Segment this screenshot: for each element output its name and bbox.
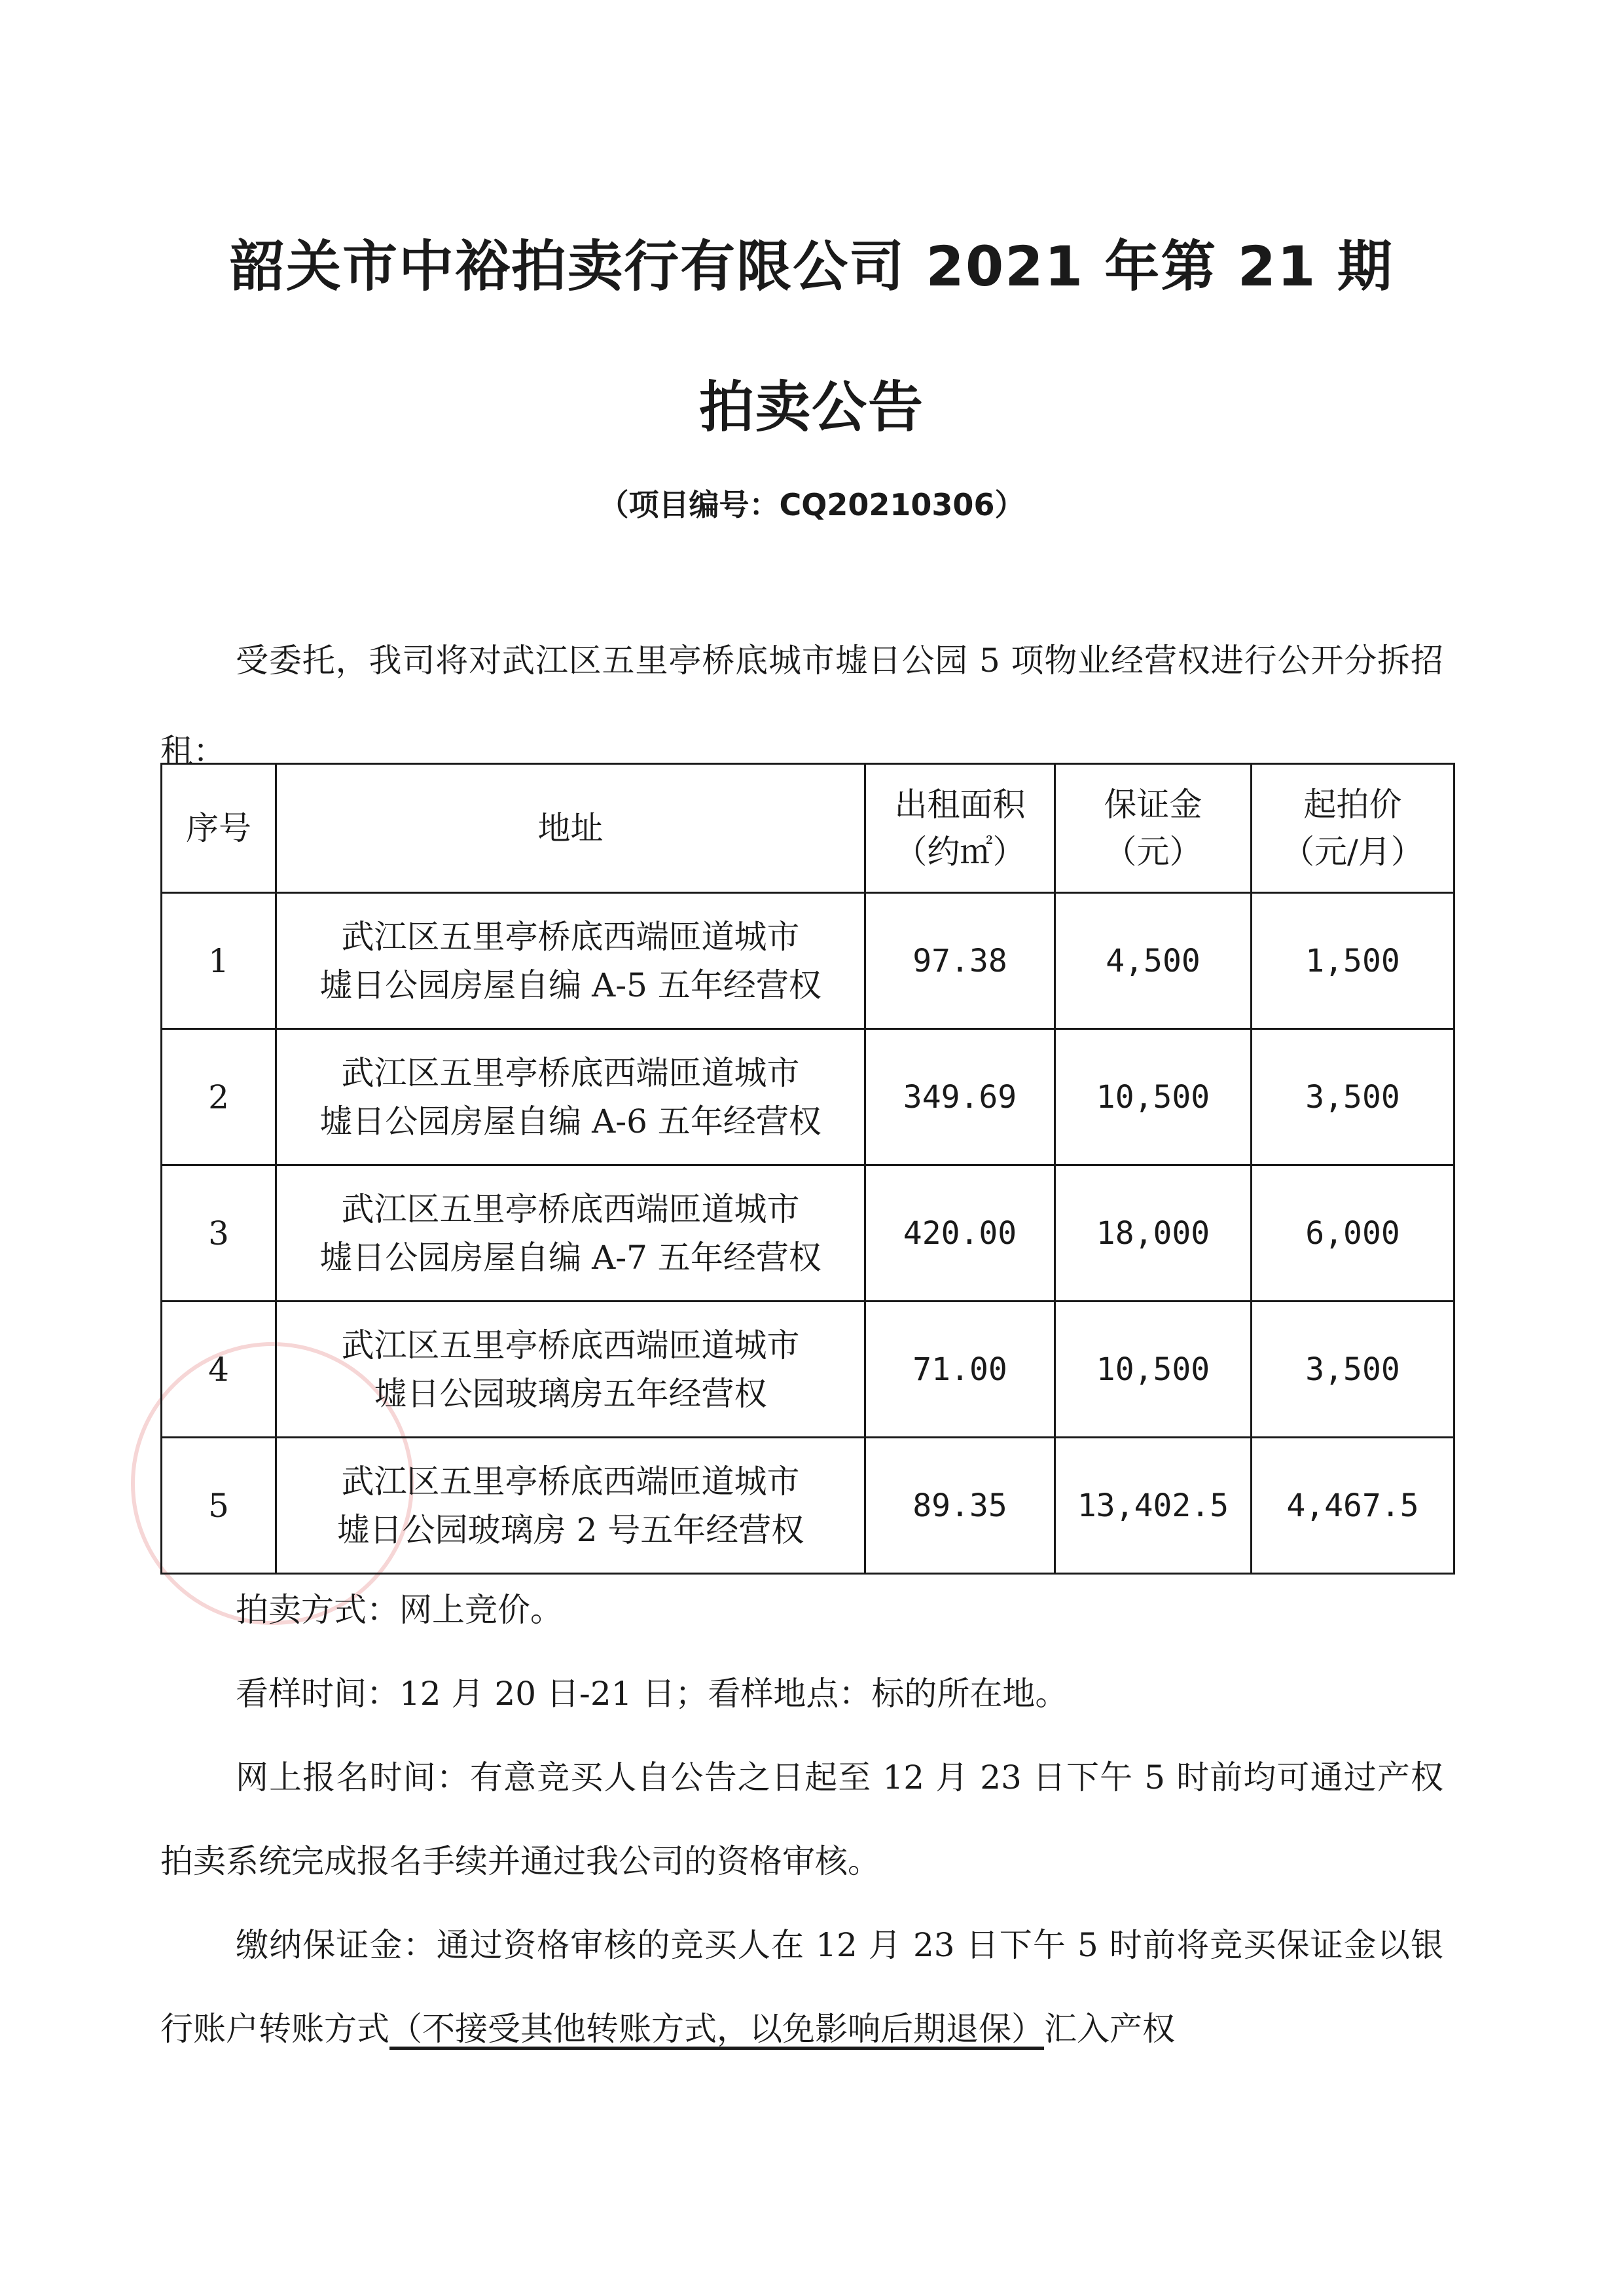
deposit-underlined-note: （不接受其他转账方式，以免影响后期退保） (389, 2010, 1044, 2048)
row-price: 3,500 (1252, 1302, 1454, 1438)
row-address-line1: 武江区五里亭桥底西端匝道城市 (341, 1053, 800, 1092)
row-address-line1: 武江区五里亭桥底西端匝道城市 (341, 1462, 800, 1501)
deposit-info (160, 1903, 1443, 2071)
header-deposit-line1: 保证金 (1104, 786, 1202, 824)
table-row (162, 1165, 1454, 1302)
header-deposit-line2: （元） (1104, 833, 1202, 871)
row-address (276, 1302, 865, 1438)
row-address (276, 1438, 865, 1574)
row-address-line1: 武江区五里亭桥底西端匝道城市 (341, 1190, 800, 1228)
deposit-text-b: 汇入产权 (1044, 2010, 1175, 2048)
row-area: 89.35 (865, 1438, 1055, 1574)
row-deposit: 10,500 (1055, 1302, 1252, 1438)
row-address (276, 1029, 865, 1165)
registration-info: 网上报名时间：有意竞买人自公告之日起至 12 月 23 日下午 5 时前均可通过产权拍卖系统完成报名手续并通过我公司的资格审核。 (160, 1758, 1443, 1880)
header-price (1252, 764, 1454, 893)
row-no: 5 (162, 1438, 276, 1574)
row-no: 2 (162, 1029, 276, 1165)
row-deposit: 10,500 (1055, 1029, 1252, 1165)
lot-table (160, 763, 1455, 1575)
header-address: 地址 (276, 764, 865, 893)
row-price: 6,000 (1252, 1165, 1454, 1302)
row-price: 1,500 (1252, 893, 1454, 1029)
row-address-line2: 墟日公园房屋自编 A-6 五年经营权 (319, 1102, 821, 1140)
doc-title-line2: 拍卖公告 (698, 375, 924, 439)
row-deposit: 13,402.5 (1055, 1438, 1252, 1574)
intro-paragraph: 受委托，我司将对武江区五里亭桥底城市墟日公园 5 项物业经营权进行公开分拆招租： (160, 642, 1443, 770)
header-deposit (1055, 764, 1252, 893)
auction-method: 拍卖方式：网上竞价。 (236, 1591, 563, 1629)
row-deposit: 18,000 (1055, 1165, 1252, 1302)
deposit-text-a: 缴纳保证金：通过资格审核的竞买人在 12 月 23 日下午 5 时前将竞买保证金以银行账户转账方式 (160, 1926, 1443, 2048)
table-row (162, 1438, 1454, 1574)
row-area: 420.00 (865, 1165, 1055, 1302)
row-address (276, 1165, 865, 1302)
viewing-info: 看样时间：12 月 20 日-21 日；看样地点：标的所在地。 (236, 1675, 1068, 1713)
header-area-line2: （约㎡） (894, 833, 1026, 871)
header-price-line1: 起拍价 (1303, 786, 1402, 824)
table-row (162, 893, 1454, 1029)
row-area: 71.00 (865, 1302, 1055, 1438)
row-address-line2: 墟日公园房屋自编 A-5 五年经营权 (319, 966, 821, 1004)
project-number: （项目编号：CQ20210306） (598, 487, 1025, 522)
row-address-line1: 武江区五里亭桥底西端匝道城市 (341, 917, 800, 956)
row-address-line2: 墟日公园玻璃房 2 号五年经营权 (336, 1510, 804, 1549)
row-deposit: 4,500 (1055, 893, 1252, 1029)
row-area: 349.69 (865, 1029, 1055, 1165)
row-price: 3,500 (1252, 1029, 1454, 1165)
row-address-line1: 武江区五里亭桥底西端匝道城市 (341, 1326, 800, 1364)
row-no: 4 (162, 1302, 276, 1438)
doc-title-line1: 韶关市中裕拍卖行有限公司 2021 年第 21 期 (230, 234, 1394, 299)
table-row (162, 1029, 1454, 1165)
header-price-line2: （元/月） (1282, 833, 1424, 871)
header-area (865, 764, 1055, 893)
table-row (162, 1302, 1454, 1438)
row-price: 4,467.5 (1252, 1438, 1454, 1574)
notice-body (160, 1568, 1443, 2071)
row-area: 97.38 (865, 893, 1055, 1029)
table-header-row (162, 764, 1454, 893)
row-no: 1 (162, 893, 276, 1029)
row-no: 3 (162, 1165, 276, 1302)
row-address (276, 893, 865, 1029)
header-no: 序号 (162, 764, 276, 893)
row-address-line2: 墟日公园玻璃房五年经营权 (374, 1374, 767, 1413)
header-area-line1: 出租面积 (894, 786, 1026, 824)
row-address-line2: 墟日公园房屋自编 A-7 五年经营权 (319, 1238, 821, 1277)
